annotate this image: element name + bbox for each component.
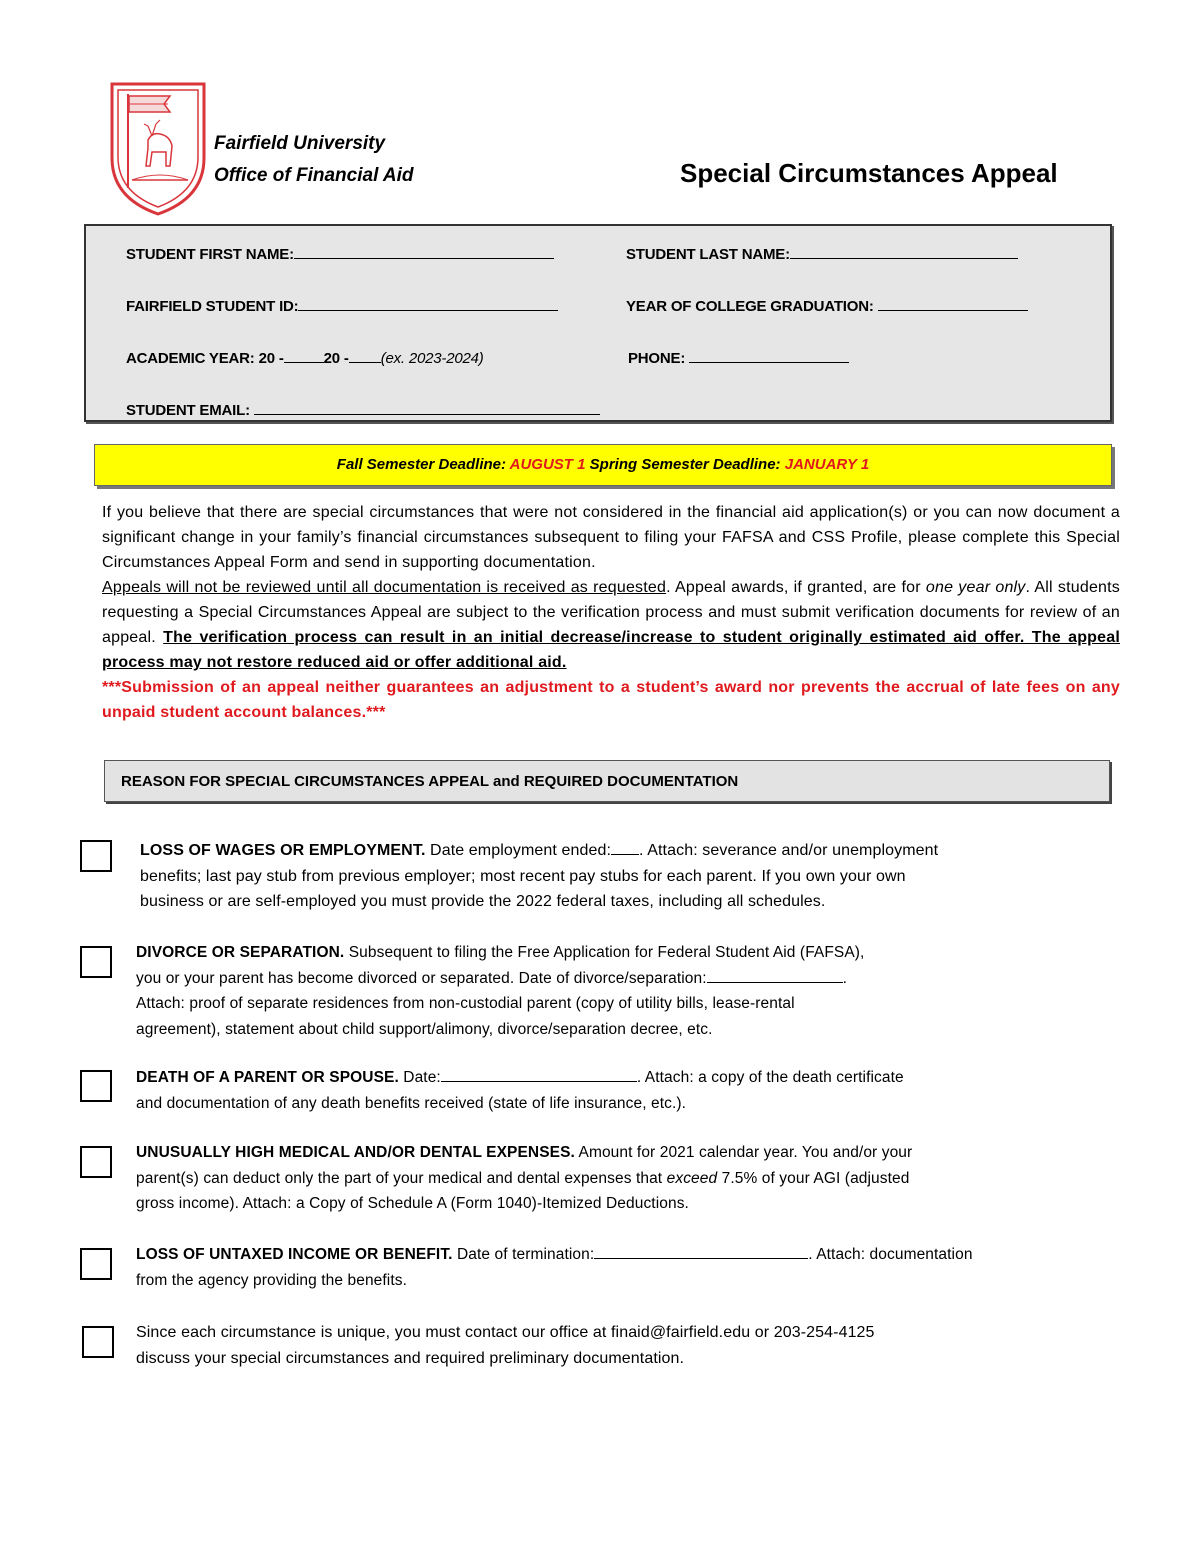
academic-year-example: (ex. 2023-2024) — [380, 350, 484, 367]
grad-year-label: YEAR OF COLLEGE GRADUATION: — [626, 298, 874, 315]
student-id-blank[interactable] — [298, 296, 558, 311]
checkbox-death-parent-spouse[interactable] — [80, 1070, 112, 1102]
item-other-circumstance — [136, 1320, 875, 1371]
date-ended-blank[interactable] — [611, 840, 639, 855]
item-text: agreement), statement about child support/alimony, divorce/separation decree, etc. — [136, 1020, 713, 1038]
page-title: Special Circumstances Appeal — [680, 158, 1058, 188]
first-name-label: STUDENT FIRST NAME: — [126, 246, 294, 263]
item-text: . Attach: documentation — [808, 1246, 973, 1263]
student-id-label: FAIRFIELD STUDENT ID: — [126, 298, 299, 315]
item-title: DEATH OF A PARENT OR SPOUSE. — [136, 1069, 399, 1086]
item-text: . Attach: severance and/or unemployment — [639, 842, 939, 859]
one-year-only: one year only — [925, 579, 1026, 596]
item-loss-of-wages — [140, 838, 938, 915]
last-name-blank[interactable] — [790, 244, 1018, 259]
item-death-parent-spouse — [136, 1065, 904, 1116]
item-text: . Attach: a copy of the death certificate — [636, 1069, 904, 1086]
academic-year-blank-1[interactable] — [284, 348, 324, 363]
university-name: Fairfield University — [214, 133, 386, 154]
spring-deadline-label: Spring Semester Deadline: — [589, 456, 781, 473]
item-text: Since each circumstance is unique, you must contact our office at finaid@fairfield.edu or 203-254-4125 — [136, 1324, 875, 1341]
intro-paragraph — [102, 500, 1120, 725]
verification-warning: The verification process can result in an initial decrease/increase to student originally estimated aid offer. The appeal process may not restore reduced aid or offer additional aid. — [102, 629, 1120, 671]
university-name-block — [214, 128, 414, 192]
review-notice: Appeals will not be reviewed until all documentation is received as requested — [102, 579, 667, 596]
intro-text-2b: . All students requesting a Special Circumstances Appeal are subject to the verification process and must submit verification documents for review of an appeal. — [102, 579, 1120, 646]
item-text-emphasis: exceed — [666, 1169, 718, 1187]
item-text: Date: — [398, 1069, 441, 1086]
email-blank[interactable] — [254, 400, 600, 415]
grad-year-blank[interactable] — [878, 296, 1028, 311]
fall-deadline-date: AUGUST 1 — [509, 456, 586, 473]
checkbox-divorce-separation[interactable] — [80, 946, 112, 978]
item-text: Date of termination: — [452, 1246, 595, 1263]
grad-year-field[interactable] — [626, 296, 1028, 315]
item-divorce-separation — [136, 940, 864, 1042]
item-text: 7.5% of your AGI (adjusted — [717, 1169, 910, 1187]
checkbox-other-circumstance[interactable] — [82, 1326, 114, 1358]
reason-section-header — [104, 760, 1110, 802]
email-field[interactable] — [126, 400, 600, 419]
email-label: STUDENT EMAIL: — [126, 402, 250, 419]
student-info-box — [84, 224, 1112, 422]
item-title: LOSS OF WAGES OR EMPLOYMENT. — [140, 842, 426, 859]
phone-field[interactable] — [628, 348, 849, 367]
death-date-blank[interactable] — [441, 1067, 637, 1082]
academic-year-blank-2[interactable] — [349, 348, 381, 363]
late-fee-warning: ***Submission of an appeal neither guarantees an adjustment to a student’s award nor prevents the accrual of late fees on any unpaid student account balances.*** — [102, 679, 1120, 721]
item-title: LOSS OF UNTAXED INCOME OR BENEFIT. — [136, 1246, 453, 1263]
first-name-field[interactable] — [126, 244, 554, 263]
phone-label: PHONE: — [628, 350, 686, 367]
item-text: parent(s) can deduct only the part of your medical and dental expenses that — [136, 1169, 667, 1187]
student-id-field[interactable] — [126, 296, 558, 315]
item-text: Date employment ended: — [425, 842, 612, 859]
item-text: you or your parent has become divorced or separated. Date of divorce/separation: — [136, 969, 707, 987]
phone-blank[interactable] — [689, 348, 849, 363]
academic-year-field[interactable] — [126, 348, 484, 367]
item-text: from the agency providing the benefits. — [136, 1271, 408, 1289]
item-text: Attach: proof of separate residences from non-custodial parent (copy of utility bills, lease-rental — [136, 995, 795, 1012]
intro-text: If you believe that there are special circumstances that were not considered in the financial aid application(s) or you can now document a significant change in your family’s financial circumstances subsequent to filing your FAFSA and CSS Profile, please complete this Special Circumstances Appeal Form and send in supporting documentation. — [102, 504, 1120, 571]
divorce-date-blank[interactable] — [707, 968, 843, 983]
item-title: DIVORCE OR SEPARATION. — [136, 944, 345, 961]
item-text: Subsequent to filing the Free Application for Federal Student Aid (FAFSA), — [344, 944, 865, 961]
university-seal-logo — [108, 80, 208, 218]
item-text: benefits; last pay stub from previous employer; most recent pay stubs for each parent. If you own your own — [140, 867, 906, 885]
spring-deadline-date: JANUARY 1 — [784, 456, 870, 473]
fall-deadline-label: Fall Semester Deadline: — [336, 456, 507, 473]
office-name: Office of Financial Aid — [214, 165, 414, 186]
item-medical-dental — [136, 1140, 912, 1217]
item-text: . — [842, 969, 848, 987]
last-name-label: STUDENT LAST NAME: — [626, 246, 790, 263]
last-name-field[interactable] — [626, 244, 1018, 263]
item-text: business or are self-employed you must provide the 2022 federal taxes, including all schedules. — [140, 893, 826, 910]
item-untaxed-income — [136, 1242, 973, 1293]
checkbox-medical-dental[interactable] — [80, 1146, 112, 1178]
item-text: and documentation of any death benefits received (state of life insurance, etc.). — [136, 1094, 687, 1112]
reason-section-title: REASON FOR SPECIAL CIRCUMSTANCES APPEAL and REQUIRED DOCUMENTATION — [121, 773, 739, 790]
deadline-banner — [94, 444, 1112, 486]
termination-date-blank[interactable] — [594, 1244, 808, 1259]
item-text: Amount for 2021 calendar year. You and/or your — [574, 1144, 913, 1161]
checkbox-untaxed-income[interactable] — [80, 1248, 112, 1280]
item-title: UNUSUALLY HIGH MEDICAL AND/OR DENTAL EXPENSES. — [136, 1144, 575, 1161]
academic-year-mid: 20 - — [323, 350, 349, 367]
item-text: gross income). Attach: a Copy of Schedule A (Form 1040)-Itemized Deductions. — [136, 1195, 689, 1212]
academic-year-label: ACADEMIC YEAR: 20 - — [126, 350, 284, 367]
checkbox-loss-of-wages[interactable] — [80, 840, 112, 872]
item-text: discuss your special circumstances and required preliminary documentation. — [136, 1349, 685, 1367]
first-name-blank[interactable] — [294, 244, 554, 259]
intro-text-2a: . Appeal awards, if granted, are for — [666, 579, 926, 596]
